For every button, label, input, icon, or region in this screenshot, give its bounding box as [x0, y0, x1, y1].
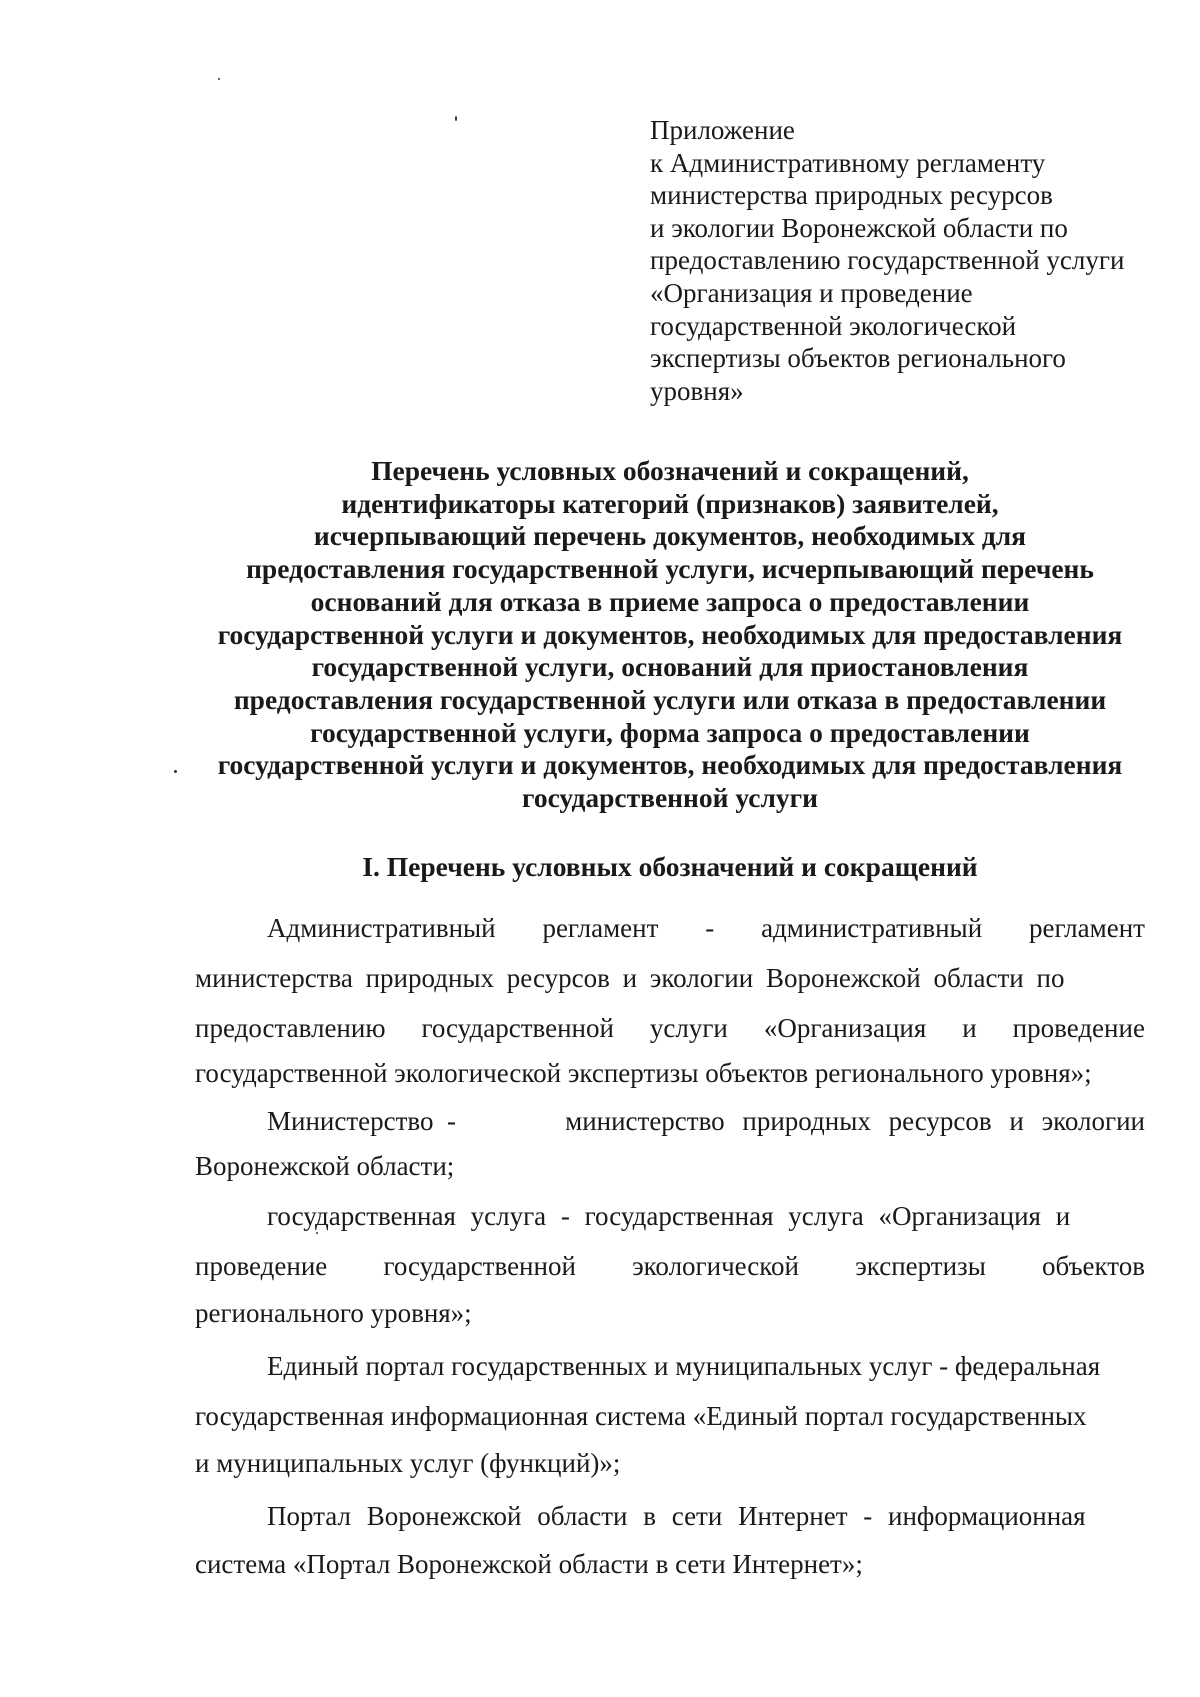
appendix-line: и экологии Воронежской области по: [650, 212, 1068, 243]
definitions-body: [195, 912, 1145, 1612]
word: и: [962, 1013, 977, 1043]
definition-ministry-line-2: Воронежской области;: [195, 1151, 455, 1181]
word: административный: [761, 913, 983, 943]
definition-service-line-1: государственная услуга - государственная услуга «Организация и: [267, 1201, 1071, 1231]
appendix-header: [650, 114, 1170, 407]
scan-speck: [218, 78, 220, 80]
definition-service-line-2: [195, 1250, 1145, 1282]
definition-portal-line-1: Портал Воронежской области в сети Интернет - информационная: [267, 1501, 1086, 1531]
word: регламент: [1028, 913, 1145, 943]
word: услуги: [649, 1013, 728, 1043]
definition-admin-reg-line-2: [195, 962, 1145, 994]
word: проведение: [1012, 1013, 1145, 1043]
appendix-line: экспертизы объектов регионального: [650, 343, 1066, 374]
word: «Организация: [763, 1013, 927, 1043]
word: Административный: [267, 913, 496, 943]
document-title: [190, 455, 1150, 815]
section-heading: I. Перечень условных обозначений и сокращений: [362, 851, 978, 882]
definition-admin-reg-line-3: [195, 1012, 1145, 1044]
definition-epgu-line-1: Единый портал государственных и муниципальных услуг - федеральная: [267, 1351, 1101, 1381]
line-text: министерства природных ресурсов и экологии Воронежской области по: [195, 963, 1065, 993]
appendix-line: министерства природных ресурсов: [650, 180, 1053, 211]
appendix-line: к Административному регламенту: [650, 147, 1046, 178]
appendix-line: государственной экологической: [650, 310, 1017, 341]
word: регламент: [542, 913, 659, 943]
title-line: государственной услуги и документов, необходимых для предоставления: [217, 618, 1123, 650]
scan-speck: [455, 116, 457, 121]
word: предоставлению: [195, 1013, 386, 1043]
appendix-line: уровня»: [650, 375, 744, 406]
title-line: предоставления государственной услуги, исчерпывающий перечень: [246, 553, 1094, 585]
term: Министерство -: [267, 1106, 456, 1136]
word: государственной: [383, 1251, 576, 1281]
title-line: государственной услуги и документов, необходимых для предоставления: [217, 749, 1123, 781]
title-line: государственной услуги, форма запроса о предоставлении: [310, 716, 1030, 748]
scan-speck: [174, 770, 177, 773]
word: экспертизы: [855, 1251, 986, 1281]
word: проведение: [195, 1251, 328, 1281]
title-line: исчерпывающий перечень документов, необходимых для: [313, 520, 1027, 552]
title-line: Перечень условных обозначений и сокращений,: [371, 455, 969, 486]
line-text: министерство природных ресурсов и экологии: [565, 1106, 1145, 1136]
word: государственной: [421, 1013, 614, 1043]
definition-ministry-line-1: [267, 1105, 1145, 1137]
definition-epgu-line-3: и муниципальных услуг (функций)»;: [195, 1448, 621, 1478]
title-line: идентификаторы категорий (признаков) заявителей,: [341, 487, 999, 519]
word: экологической: [632, 1251, 799, 1281]
definition-service-line-3: регионального уровня»;: [195, 1298, 472, 1328]
title-line: оснований для отказа в приеме запроса о предоставлении: [310, 585, 1030, 617]
word: объектов: [1042, 1251, 1145, 1281]
appendix-line: предоставлению государственной услуги: [650, 245, 1125, 276]
appendix-line: Приложение: [650, 115, 795, 145]
word: -: [705, 913, 715, 943]
title-line: предоставления государственной услуги или отказа в предоставлении: [233, 683, 1107, 715]
appendix-line: «Организация и проведение: [650, 277, 973, 308]
title-line: государственной услуги, оснований для приостановления: [311, 651, 1029, 683]
definition-epgu-line-2: государственная информационная система «Единый портал государственных: [195, 1401, 1087, 1431]
definition-admin-reg-line-4: государственной экологической экспертизы объектов регионального уровня»;: [195, 1058, 1092, 1088]
definition-admin-reg-line-1: [267, 912, 1145, 944]
definition-portal-line-2: система «Портал Воронежской области в сети Интернет»;: [195, 1549, 863, 1579]
title-line: государственной услуги: [522, 782, 818, 814]
